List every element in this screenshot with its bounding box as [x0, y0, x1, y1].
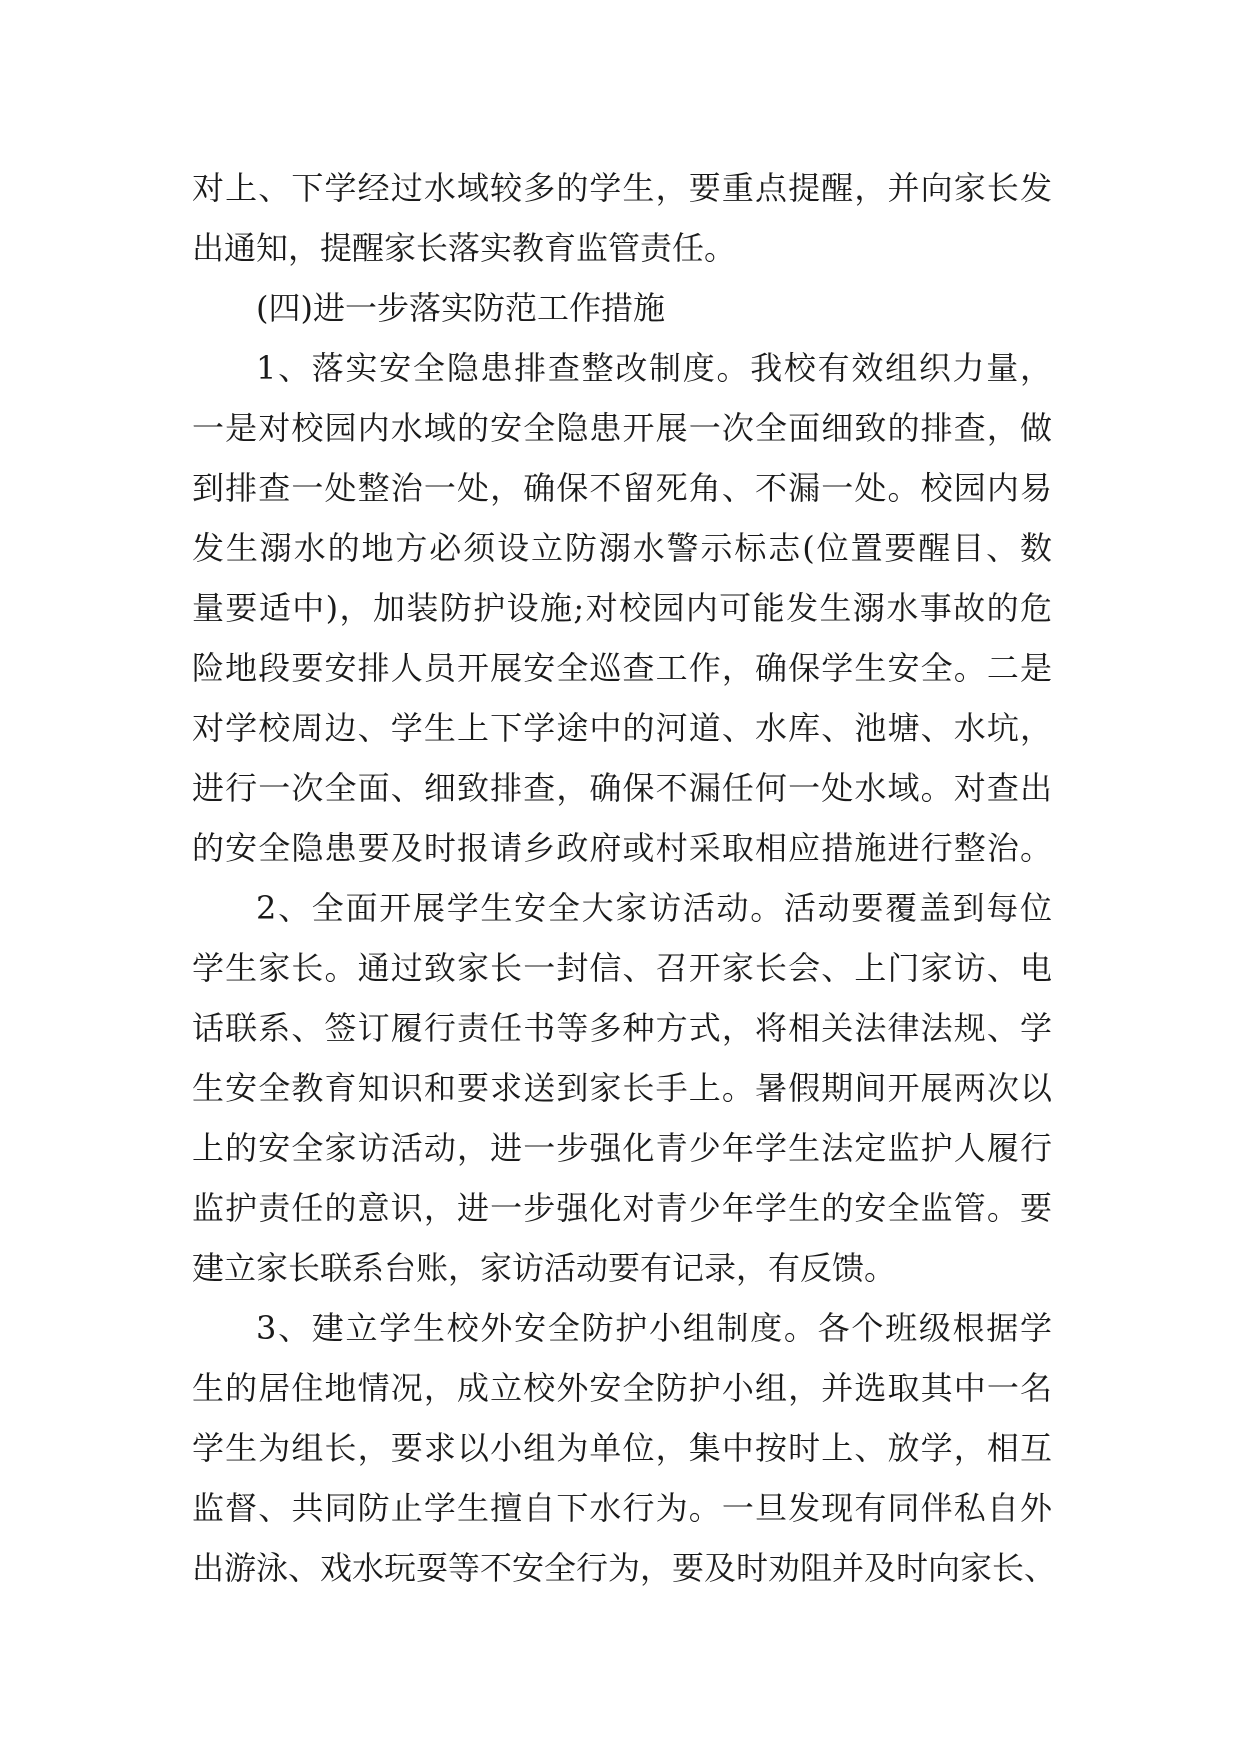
text-line: 3、建立学生校外安全防护小组制度。各个班级根据学 [256, 1309, 1052, 1347]
body-text [192, 158, 1057, 1598]
text-line: 监督、共同防止学生擅自下水行为。一旦发现有同伴私自外 [192, 1489, 1052, 1527]
text-line: 上的安全家访活动，进一步强化青少年学生法定监护人履行 [192, 1129, 1052, 1167]
section-heading: (四)进一步落实防范工作措施 [256, 289, 665, 327]
text-line: 建立家长联系台账，家访活动要有记录，有反馈。 [192, 1249, 897, 1287]
text-line: 发生溺水的地方必须设立防溺水警示标志(位置要醒目、数 [192, 529, 1052, 567]
text-line: 出通知，提醒家长落实教育监管责任。 [192, 229, 737, 267]
text-line: 进行一次全面、细致排查，确保不漏任何一处水域。对查出 [192, 769, 1052, 807]
text-line: 的安全隐患要及时报请乡政府或村采取相应措施进行整治。 [192, 829, 1052, 867]
text-line: 到排查一处整治一处，确保不留死角、不漏一处。校园内易 [192, 469, 1052, 507]
text-line: 出游泳、戏水玩耍等不安全行为，要及时劝阻并及时向家长、 [192, 1549, 1057, 1587]
text-line: 对学校周边、学生上下学途中的河道、水库、池塘、水坑， [192, 709, 1052, 747]
text-line: 量要适中)，加装防护设施;对校园内可能发生溺水事故的危 [192, 589, 1052, 627]
text-line: 对上、下学经过水域较多的学生，要重点提醒，并向家长发 [192, 169, 1052, 207]
text-line: 学生家长。通过致家长一封信、召开家长会、上门家访、电 [192, 949, 1052, 987]
text-line: 险地段要安排人员开展安全巡查工作，确保学生安全。二是 [192, 649, 1052, 687]
text-line: 一是对校园内水域的安全隐患开展一次全面细致的排查，做 [192, 409, 1052, 447]
text-line: 生安全教育知识和要求送到家长手上。暑假期间开展两次以 [192, 1069, 1052, 1107]
text-line: 生的居住地情况，成立校外安全防护小组，并选取其中一名 [192, 1369, 1052, 1407]
text-line: 话联系、签订履行责任书等多种方式，将相关法律法规、学 [192, 1009, 1052, 1047]
text-line: 1、落实安全隐患排查整改制度。我校有效组织力量， [256, 349, 1052, 387]
text-line: 2、全面开展学生安全大家访活动。活动要覆盖到每位 [256, 889, 1052, 927]
text-line: 学生为组长，要求以小组为单位，集中按时上、放学，相互 [192, 1429, 1052, 1467]
text-line: 监护责任的意识，进一步强化对青少年学生的安全监管。要 [192, 1189, 1052, 1227]
